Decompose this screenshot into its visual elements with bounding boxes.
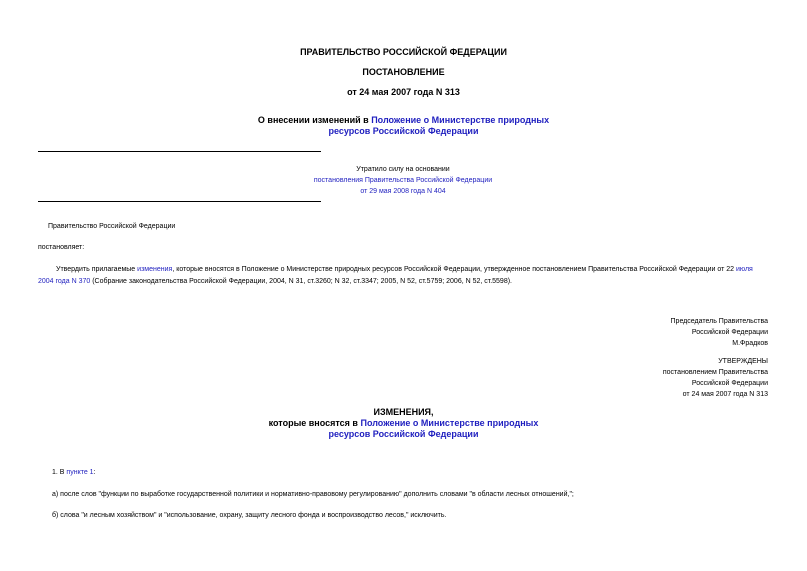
paragraph-text: , которые вносятся в Положение о Министерстве природных ресурсов Российской Федерации, утвержденное постановлением Правительства Российской Федерации от 22 (172, 266, 736, 273)
change-item-b: б) слова "и лесным хозяйством" и "использование, охрану, защиту лесного фонда и воспроизводство лесов," исключить. (52, 512, 447, 519)
validity-note (200, 164, 606, 197)
document-date-number: от 24 мая 2007 года N 313 (347, 87, 460, 97)
divider-top (38, 151, 321, 152)
approved-by: постановлением Правительства (662, 369, 768, 376)
divider-bottom (38, 201, 321, 202)
change-item-1 (52, 469, 96, 476)
document-title (0, 115, 807, 137)
changes-link-regulation-cont[interactable]: ресурсов Российской Федерации (328, 429, 479, 439)
approved-block (663, 356, 768, 400)
title-link-regulation[interactable]: Положение о Министерстве природных (371, 115, 550, 125)
signature-block (671, 316, 768, 349)
intro-text: Правительство Российской Федерации (48, 223, 176, 230)
approved-label: УТВЕРЖДЕНЫ (718, 358, 768, 365)
validity-line: Утратило силу на основании (356, 166, 450, 173)
link-resolution-370[interactable]: июля 2004 года N 370 (38, 266, 753, 285)
document-type: ПОСТАНОВЛЕНИЕ (362, 67, 445, 77)
changes-title: ИЗМЕНЕНИЯ, (373, 407, 434, 417)
changes-heading (0, 407, 807, 440)
signature-title: Председатель Правительства (670, 318, 768, 325)
item-suffix: : (93, 469, 96, 476)
link-changes[interactable]: изменения (137, 266, 173, 273)
signature-country: Российской Федерации (691, 329, 768, 336)
approved-country: Российской Федерации (691, 380, 768, 387)
resolution-paragraph (38, 264, 768, 288)
changes-sub-prefix: которые вносятся в (268, 418, 361, 428)
resolves-text: постановляет: (38, 244, 85, 251)
changes-link-regulation[interactable]: Положение о Министерстве природных (360, 418, 539, 428)
paragraph-text: Утвердить прилагаемые (56, 266, 138, 273)
validity-link-date[interactable]: от 29 мая 2008 года N 404 (360, 188, 446, 195)
item-prefix: 1. В (52, 469, 67, 476)
title-prefix: О внесении изменений в (257, 115, 372, 125)
validity-link[interactable]: постановления Правительства Российской Федерации (313, 177, 493, 184)
approved-date: от 24 мая 2007 года N 313 (682, 391, 768, 398)
signature-name: М.Фрадков (732, 340, 768, 347)
change-item-a: а) после слов "функции по выработке государственной политики и нормативно-правовому регулированию" дополнить словами "в области лесных отношений,"; (52, 491, 574, 498)
title-link-regulation-cont[interactable]: ресурсов Российской Федерации (328, 126, 479, 136)
paragraph-text: (Собрание законодательства Российской Федерации, 2004, N 31, ст.3260; N 32, ст.3347; 2005, N 52, ст.5759; 2006, N 52, ст.5598). (90, 278, 512, 285)
government-name: ПРАВИТЕЛЬСТВО РОССИЙСКОЙ ФЕДЕРАЦИИ (300, 47, 507, 57)
link-point-1[interactable]: пункте 1 (66, 469, 94, 476)
